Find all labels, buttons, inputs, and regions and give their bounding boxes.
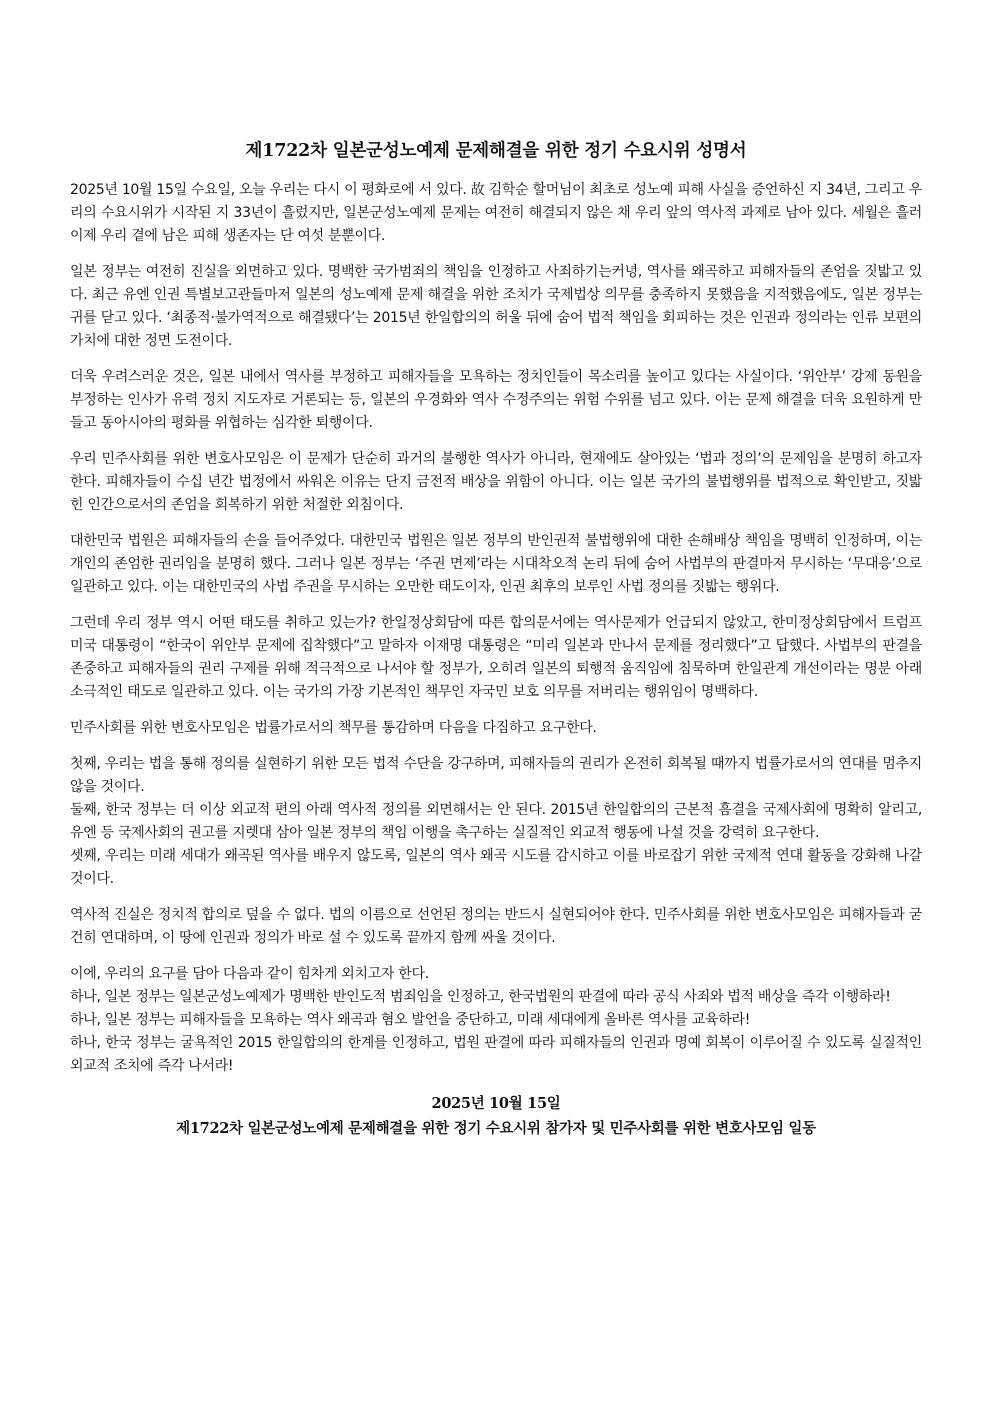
statement-document (70, 140, 922, 1141)
demand-item: 하나, 일본 정부는 피해자들을 모욕하는 역사 왜곡과 혐오 발언을 중단하고, 미래 세대에게 올바른 역사를 교육하라! (70, 1012, 751, 1028)
pledge-item: 첫째, 우리는 법을 통해 정의를 실현하기 위한 모든 법적 수단을 강구하며, 피해자들의 권리가 온전히 회복될 때까지 법률가로서의 연대를 멈추지 않을 것이다. (70, 756, 922, 795)
pledge-item: 셋째, 우리는 미래 세대가 왜곡된 역사를 배우지 않도록, 일본의 역사 왜곡 시도를 감시하고 이를 바로잡기 위한 국제적 연대 활동을 강화해 나갈 것이다. (70, 848, 922, 887)
closing-paragraph: 역사적 진실은 정치적 합의로 덮을 수 없다. 법의 이름으로 선언된 정의는 반드시 실현되어야 한다. 민주사회를 위한 변호사모임은 피해자들과 굳건히 연대하며, 이 땅에 인권과 정의가 바로 설 수 있도록 끝까지 함께 싸울 것이다. (70, 907, 922, 946)
statement-date: 2025년 10월 15일 (431, 1095, 561, 1112)
paragraph-1: 2025년 10월 15일 수요일, 오늘 우리는 다시 이 평화로에 서 있다. 故 김학순 할머님이 최초로 성노예 피해 사실을 증언하신 지 34년, 그리고 우리의 수요시위가 시작된 지 33년이 흘렀지만, 일본군성노예제 문제는 여전히 해결되지 않은 채 우리 앞의 역사적 과제로 남아 있다. 세월은 흘러 이제 우리 곁에 남은 피해 생존자는 단 여섯 분뿐이다. (70, 182, 922, 244)
document-title: 제1722차 일본군성노예제 문제해결을 위한 정기 수요시위 성명서 (245, 141, 747, 161)
demand-item: 하나, 한국 정부는 굴욕적인 2015 한일합의의 한계를 인정하고, 법원 판결에 따라 피해자들의 인권과 명예 회복이 이루어질 수 있도록 실질적인 외교적 조치에 즉각 나서라! (70, 1035, 922, 1074)
demand-intro: 이에, 우리의 요구를 담아 다음과 같이 힘차게 외치고자 한다. (70, 966, 429, 982)
pledge-list (70, 753, 922, 891)
paragraph-3: 더욱 우려스러운 것은, 일본 내에서 역사를 부정하고 피해자들을 모욕하는 정치인들이 목소리를 높이고 있다는 사실이다. ‘위안부’ 강제 동원을 부정하는 인사가 유력 정치 지도자로 거론되는 등, 일본의 우경화와 역사 수정주의는 위험 수위를 넘고 있다. 이는 문제 해결을 더욱 요원하게 만들고 동아시아의 평화를 위협하는 심각한 퇴행이다. (70, 369, 922, 431)
paragraph-6: 그런데 우리 정부 역시 어떤 태도를 취하고 있는가? 한일정상회담에 따른 합의문서에는 역사문제가 언급되지 않았고, 한미정상회담에서 트럼프 미국 대통령이 “한국이 위안부 문제에 집착했다”고 말하자 이재명 대통령은 “미리 일본과 만나서 문제를 정리했다”고 답했다. 사법부의 판결을 존중하고 피해자들의 권리 구제를 위해 적극적으로 나서야 할 정부가, 오히려 일본의 퇴행적 움직임에 침묵하며 한일관계 개선이라는 명분 아래 소극적인 태도로 일관하고 있다. 이는 국가의 가장 기본적인 책무인 자국민 보호 의무를 저버리는 행위임이 명백하다. (70, 615, 922, 700)
signatory-line: 제1722차 일본군성노예제 문제해결을 위한 정기 수요시위 참가자 및 민주사회를 위한 변호사모임 일동 (176, 1120, 816, 1137)
demand-item: 하나, 일본 정부는 일본군성노예제가 명백한 반인도적 범죄임을 인정하고, 한국법원의 판결에 따라 공식 사죄와 법적 배상을 즉각 이행하라! (70, 989, 891, 1005)
pledge-item: 둘째, 한국 정부는 더 이상 외교적 편의 아래 역사적 정의를 외면해서는 안 된다. 2015년 한일합의의 근본적 흠결을 국제사회에 명확히 알리고, 유엔 등 국제사회의 권고를 지렛대 삼아 일본 정부의 책임 이행을 촉구하는 실질적인 외교적 행동에 나설 것을 강력히 요구한다. (70, 802, 922, 841)
paragraph-2: 일본 정부는 여전히 진실을 외면하고 있다. 명백한 국가범죄의 책임을 인정하고 사죄하기는커녕, 역사를 왜곡하고 피해자들의 존엄을 짓밟고 있다. 최근 유엔 인권 특별보고관들마저 일본의 성노예제 문제 해결을 위한 조치가 국제법상 의무를 충족하지 못했음을 지적했음에도, 일본 정부는 귀를 닫고 있다. ‘최종적·불가역적으로 해결됐다’는 2015년 한일합의의 허울 뒤에 숨어 법적 책임을 회피하는 것은 인권과 정의라는 인류 보편의 가치에 대한 정면 도전이다. (70, 264, 922, 349)
paragraph-5: 대한민국 법원은 피해자들의 손을 들어주었다. 대한민국 법원은 일본 정부의 반인권적 불법행위에 대한 손해배상 책임을 명백히 인정하며, 이는 개인의 존엄한 권리임을 분명히 했다. 그러나 일본 정부는 ‘주권 면제’라는 시대착오적 논리 뒤에 숨어 사법부의 판결마저 무시하는 ‘무대응’으로 일관하고 있다. 이는 대한민국의 사법 주권을 무시하는 오만한 태도이자, 인권 최후의 보루인 사법 정의를 짓밟는 행위다. (70, 533, 922, 595)
demand-list (70, 963, 922, 1078)
paragraph-4: 우리 민주사회를 위한 변호사모임은 이 문제가 단순히 과거의 불행한 역사가 아니라, 현재에도 살아있는 ‘법과 정의’의 문제임을 분명히 하고자 한다. 피해자들이 수십 년간 법정에서 싸워온 이유는 단지 금전적 배상을 위함이 아니다. 이는 일본 국가의 불법행위를 법적으로 확인받고, 짓밟힌 인간으로서의 존엄을 회복하기 위한 처절한 외침이다. (70, 451, 922, 513)
paragraph-7: 민주사회를 위한 변호사모임은 법률가로서의 책무를 통감하며 다음을 다짐하고 요구한다. (70, 720, 597, 736)
